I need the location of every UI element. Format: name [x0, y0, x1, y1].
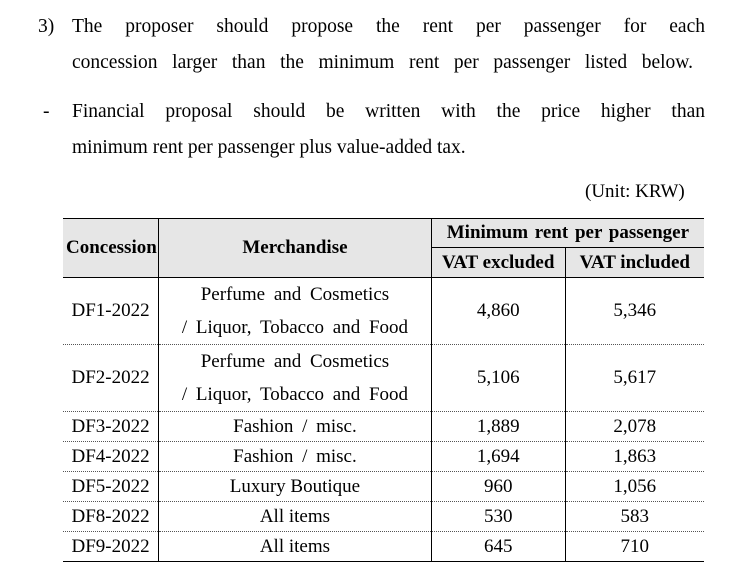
cell-vat-excluded: 5,106 [431, 345, 565, 412]
table-row [63, 532, 704, 562]
table-row [63, 412, 704, 442]
item-number: 3) [38, 16, 55, 37]
cell-merchandise: Fashion / misc. [159, 412, 432, 442]
header-concession: Concession [63, 219, 159, 278]
cell-merchandise: Luxury Boutique [159, 472, 432, 502]
table-row [63, 502, 704, 532]
cell-concession: DF9-2022 [63, 532, 159, 562]
cell-vat-included: 2,078 [565, 412, 704, 442]
header-vat-included: VAT included [565, 248, 704, 278]
cell-vat-included: 1,056 [565, 472, 704, 502]
merch-line-1: Perfume and Cosmetics [200, 284, 390, 305]
cell-vat-included: 710 [565, 532, 704, 562]
item-text-line-2: concession larger than the minimum rent per passenger listed below. [72, 52, 693, 73]
cell-concession: DF8-2022 [63, 502, 159, 532]
cell-vat-included: 5,346 [565, 278, 704, 345]
cell-vat-included: 583 [565, 502, 704, 532]
table-row [63, 472, 704, 502]
merch-line-2: / Liquor, Tobacco and Food [181, 317, 409, 338]
cell-concession: DF2-2022 [63, 345, 159, 412]
table-row [63, 345, 704, 412]
cell-vat-included: 5,617 [565, 345, 704, 412]
cell-merchandise: All items [159, 532, 432, 562]
unit-label: (Unit: KRW) [585, 181, 685, 202]
minimum-rent-table [63, 218, 704, 562]
cell-concession: DF1-2022 [63, 278, 159, 345]
merch-line-2: / Liquor, Tobacco and Food [181, 384, 409, 405]
cell-merchandise [159, 345, 432, 412]
cell-vat-excluded: 645 [431, 532, 565, 562]
cell-vat-excluded: 4,860 [431, 278, 565, 345]
cell-merchandise [159, 278, 432, 345]
bullet-text-line-1: Financial proposal should be written with the price higher than [72, 101, 705, 122]
cell-concession: DF3-2022 [63, 412, 159, 442]
merch-line-1: Perfume and Cosmetics [200, 351, 390, 372]
header-merchandise: Merchandise [159, 219, 432, 278]
cell-vat-excluded: 530 [431, 502, 565, 532]
cell-vat-included: 1,863 [565, 442, 704, 472]
header-vat-excluded: VAT excluded [431, 248, 565, 278]
bullet-text-line-2: minimum rent per passenger plus value-added tax. [72, 137, 466, 158]
cell-vat-excluded: 1,889 [431, 412, 565, 442]
header-minimum-rent: Minimum rent per passenger [431, 219, 704, 248]
item-text-line-1: The proposer should propose the rent per passenger for each [72, 16, 705, 37]
cell-vat-excluded: 1,694 [431, 442, 565, 472]
cell-merchandise: All items [159, 502, 432, 532]
cell-vat-excluded: 960 [431, 472, 565, 502]
bullet-dash: - [43, 101, 50, 122]
cell-merchandise: Fashion / misc. [159, 442, 432, 472]
cell-concession: DF4-2022 [63, 442, 159, 472]
cell-concession: DF5-2022 [63, 472, 159, 502]
table-row [63, 278, 704, 345]
table-row [63, 442, 704, 472]
